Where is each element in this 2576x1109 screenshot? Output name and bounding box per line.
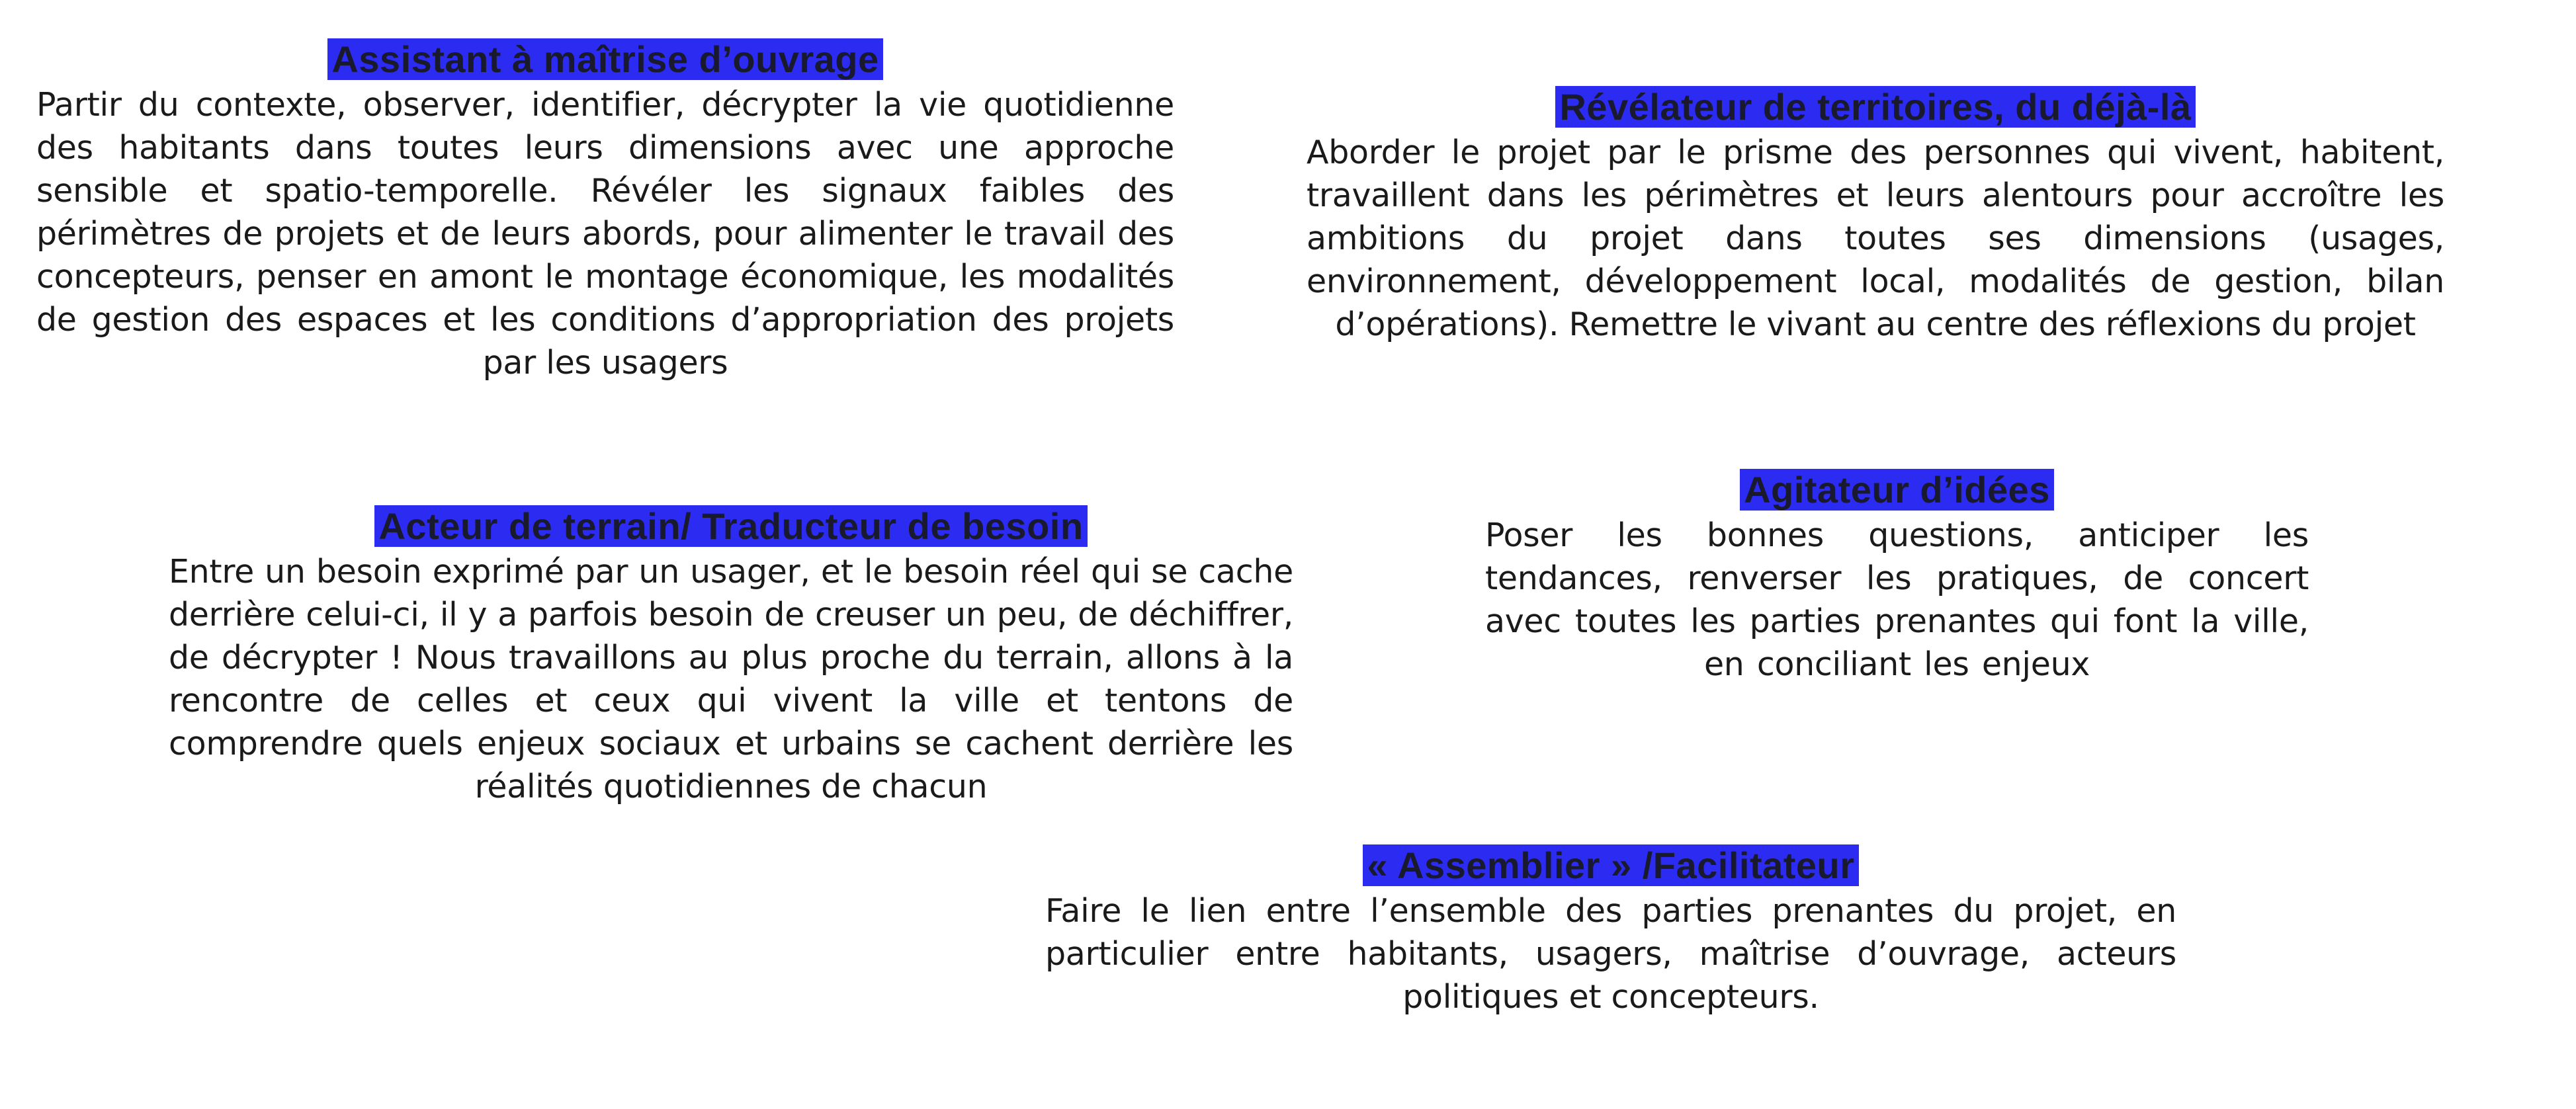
role-description: Faire le lien entre l’ensemble des parties prenantes du projet, en particulier entre habitants, usagers, maîtrise d’ouvrage, acteurs politiques et concepteurs. (1045, 892, 2176, 1016)
role-heading-label: « Assemblier » /Facilitateur (1363, 844, 1858, 886)
role-block-revelateur-territoires (1307, 83, 2444, 346)
role-description: Aborder le projet par le prisme des personnes qui vivent, habitent, travaillent dans les périmètres et leurs alentours pour accroître les ambitions du projet dans toutes ses dimensions (usages, environnement, développement local, modalités de gestion, bilan d’opérations). Remettre le vivant au centre des réflexions du projet (1307, 134, 2444, 343)
role-block-assemblier-facilitateur (1045, 842, 2176, 1018)
role-heading (1045, 842, 2176, 889)
role-block-assistant-maitrise-ouvrage (36, 36, 1174, 384)
role-heading-label: Acteur de terrain/ Traducteur de besoin (374, 505, 1087, 547)
role-heading-label: Révélateur de territoires, du déjà-là (1555, 86, 2195, 128)
role-heading (1485, 466, 2309, 514)
role-heading-label: Assistant à maîtrise d’ouvrage (327, 38, 882, 80)
role-heading (36, 36, 1174, 83)
role-description: Entre un besoin exprimé par un usager, et le besoin réel qui se cache derrière celui-ci, il y a parfois besoin de creuser un peu, de déchiffrer, de décrypter ! Nous travaillons au plus proche du terrain, allons à la rencontre de celles et ceux qui vivent la ville et tentons de comprendre quels enjeux sociaux et urbains se cachent derrière les réalités quotidiennes de chacun (169, 553, 1293, 805)
role-block-agitateur-idees (1485, 466, 2309, 686)
role-description: Poser les bonnes questions, anticiper les tendances, renverser les pratiques, de concert avec toutes les parties prenantes qui font la ville, en conciliant les enjeux (1485, 516, 2309, 683)
role-heading-label: Agitateur d’idées (1740, 469, 2054, 511)
role-heading (1307, 83, 2444, 131)
role-heading (169, 503, 1293, 550)
role-description: Partir du contexte, observer, identifier, décrypter la vie quotidienne des habitants dans toutes leurs dimensions avec une approche sensible et spatio-temporelle. Révéler les signaux faibles des périmètres de projets et de leurs abords, pour alimenter le travail des concepteurs, penser en amont le montage économique, les modalités de gestion des espaces et les conditions d’appropriation des projets par les usagers (36, 86, 1174, 382)
role-block-acteur-terrain (169, 503, 1293, 808)
